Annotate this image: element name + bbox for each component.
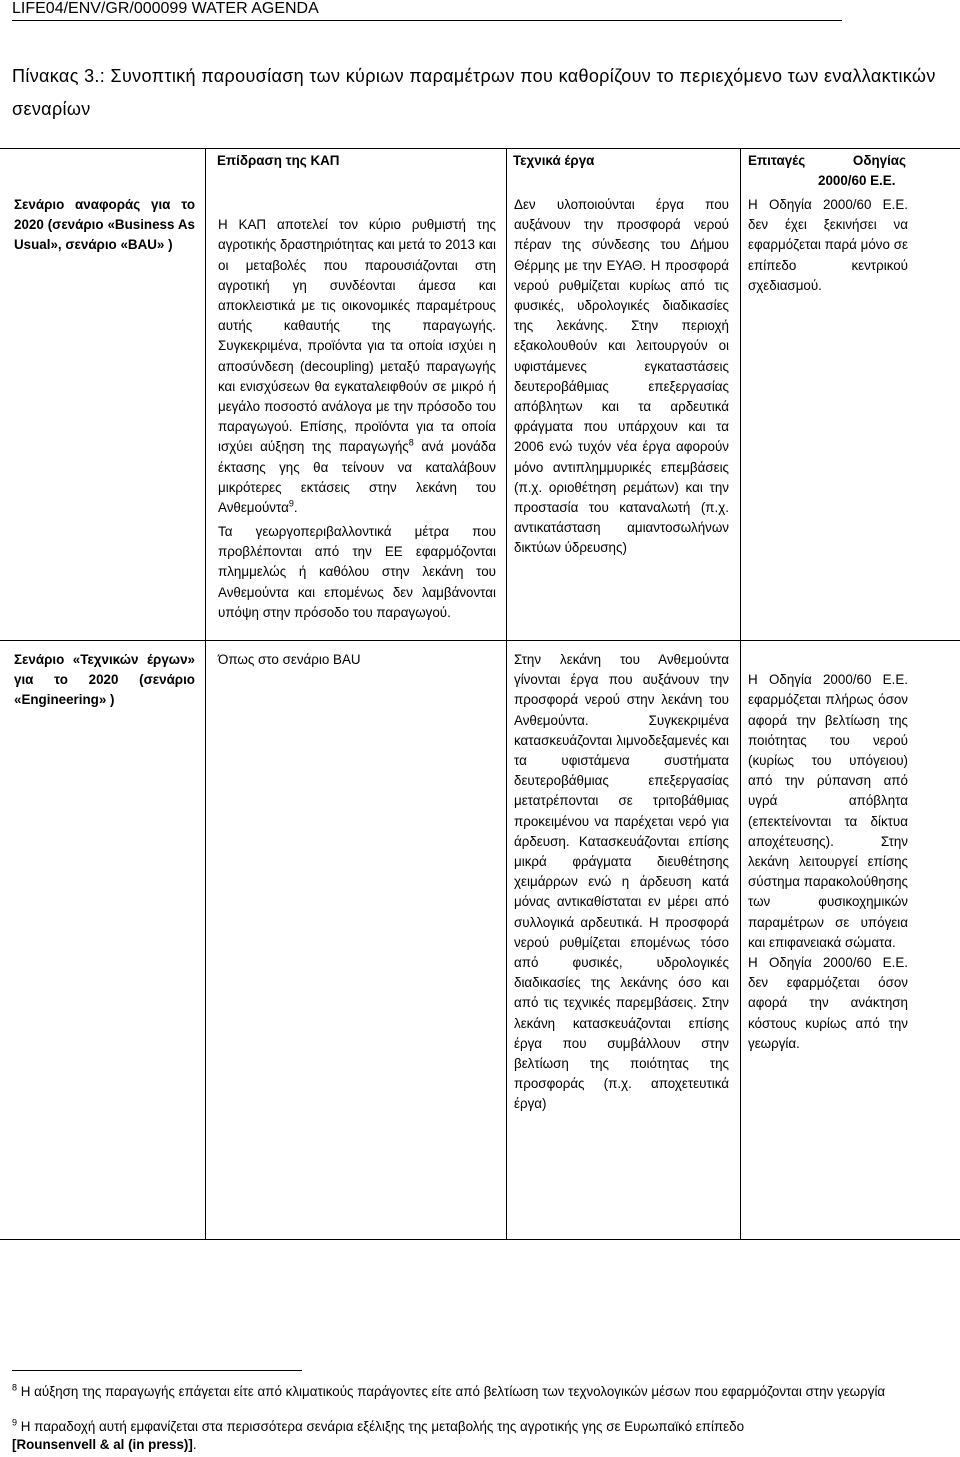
footnote-mark-8: 8 — [12, 1382, 18, 1393]
row1-technical-works: Δεν υλοποιούνται έργα που αυξάνουν την προσφορά νερού πέραν της σύνδεσης του Δήμου Θέρμης με την ΕΥΑΘ. Η προσφορά νερού ρυθμίζεται κυρίως από τις φυσικές, υδρολογικές διαδικασίες της λεκάνης. Στην περιοχή εξακολουθούν και λειτουργούν οι υφιστάμενες εγκαταστάσεις δευτεροβάθμιας επεξεργασίας απόβλητων και τα αρδευτικά φράγματα που υπάρχουν και τα 2006 ενώ τυχόν νέα έργα αφορούν μόνο αντιπλημμυρικές επεμβάσεις (π.χ. οριοθέτηση ρεμάτων) και την προστασία του καταναλωτή (π.χ. αντικατάσταση αμιαντοσωλήνων δικτύων ύδρευσης) — [514, 197, 729, 556]
row2-directives-cost-recovery: Η Οδηγία 2000/60 Ε.Ε. δεν εφαρμόζεται όσον αφορά την ανάκτηση κόστους κυρίως από την γεωργία. — [748, 955, 908, 1051]
row-divider — [0, 640, 205, 641]
row1-directives: Η Οδηγία 2000/60 Ε.Ε. δεν έχει ξεκινήσει να εφαρμόζεται παρά μόνο σε επίπεδο κεντρικού σχεδιασμού. — [748, 197, 908, 293]
table-caption: Πίνακας 3.: Συνοπτική παρουσίαση των κύριων παραμέτρων που καθορίζουν το περιεχόμενο των εναλλακτικών σεναρίων — [12, 66, 936, 119]
footnote-8 — [12, 1383, 957, 1401]
footnote-mark-9: 9 — [12, 1417, 18, 1428]
header-directives — [748, 151, 906, 171]
footnote-9-end: . — [192, 1437, 197, 1452]
row2-directives-quality: Η Οδηγία 2000/60 Ε.Ε. εφαρμόζεται πλήρως όσον αφορά την βελτίωση της ποιότητας του νερού (κυρίως του υπόγειου) από την ρύπανση από υγρά απόβλητα (επεκτείνονται τα δίκτυα αποχέτευσης). Στην λεκάνη λειτουργεί επίσης σύστημα παρακολούθησης των φυσικοχημικών παραμέτρων σε υπόγεια και επιφανειακά σώματα. — [748, 672, 908, 950]
column-divider — [205, 148, 206, 1240]
footnote-ref-9: 9 — [288, 498, 294, 509]
header-directives-number: 2000/60 Ε.Ε. — [818, 173, 896, 188]
column-divider — [506, 148, 507, 1240]
row2-technical-works: Στην λεκάνη του Ανθεμούντα γίνονται έργα που αυξάνουν την προσφορά νερού στην λεκάνη του Ανθεμούντα. Συγκεκριμένα κατασκευάζονται λιμνοδεξαμενές και τα υφιστάμενα συστήματα δευτεροβάθμιας επεξεργασίας μετατρέπονται σε τριτοβάθμιας προκειμένου να παρέχεται νερό για άρδευση. Κατασκευάζονται επίσης μικρά φράγματα διευθέτησης χειμάρρων ενώ η άρδευση κατά μόνας αντικαθίσταται εν μέρει από συλλογικά αρδευτικά. Η προσφορά νερού ρυθμίζεται επομένως τόσο από φυσικές, υδρολογικές διαδικασίες της λεκάνης όσο και από τις τεχνικές παρεμβάσεις. Στην λεκάνη κατασκευάζονται επίσης έργα που συμβάλλουν στην βελτίωση της ποιότητας της προσφοράς (π.χ. αποχετευτικά έργα) — [514, 652, 729, 1112]
row-divider — [0, 148, 205, 149]
footnote-8-text: Η αύξηση της παραγωγής επάγεται είτε από κλιματικούς παράγοντες είτε από βελτίωση των τεχνολογικών μέσων που εφαρμόζονται στην γεωργία — [20, 1384, 886, 1399]
scenarios-table — [0, 148, 960, 1240]
footnote-9 — [12, 1418, 957, 1454]
row1-cap-impact-text-cont: ανά μονάδα έκτασης γης θα τείνουν να καταλάβουν μικρότερες εκτάσεις στην λεκάνη του Ανθεμούντα — [218, 439, 496, 516]
row1-cap-impact-text: Η ΚΑΠ αποτελεί τον κύριο ρυθμιστή της αγροτικής δραστηριότητας και μετά το 2013 και οι μεταβολές που παρουσιάζονται στη αγροτική γη συνδέονται άμεσα και αποκλειστικά με τις οικονομικές παραμέτρους αυτής καθαυτής της παραγωγής. Συγκεκριμένα, προϊόντα για τα οποία ισχύει η αποσύνδεση (decoupling) μεταξύ παραγωγής και ενισχύσεων θα εγκαταλειφθούν σε μικρό ή μεγάλο ποσοστό ανάλογα με την πρόσοδο του παραγωγού. Επίσης, προϊόντα για τα οποία ισχύει αύξηση της παραγωγής — [218, 217, 496, 455]
header-technical-works: Τεχνικά έργα — [513, 153, 595, 168]
row-divider — [0, 1239, 960, 1240]
row1-cap-impact-measures: Τα γεωργοπεριβαλλοντικά μέτρα που προβλέπονται από την ΕΕ εφαρμόζονται πλημμελώς ή καθόλου στην λεκάνη του Ανθεμούντα και επομένως δεν λαμβάνονται υπόψη στην πρόσοδο του παραγωγού. — [218, 524, 496, 620]
row1-scenario: Σενάριο αναφοράς για το 2020 (σενάριο «Business As Usual», σενάριο «BAU» ) — [14, 197, 195, 253]
page-header-text: LIFE04/ENV/GR/000099 WATER AGENDA — [12, 0, 319, 17]
row-divider — [205, 640, 960, 641]
row1-cap-impact-end: . — [293, 500, 298, 516]
row1-cap-impact — [218, 195, 496, 518]
footnote-9-text: Η παραδοχή αυτή εμφανίζεται στα περισσότερα σενάρια εξέλιξης της μεταβολής της αγροτικής γης σε Ευρωπαϊκό επίπεδο — [20, 1419, 745, 1434]
header-cap-impact: Επίδραση της ΚΑΠ — [217, 153, 340, 168]
footnote-9-citation: [Rounsenvell & al (in press)] — [12, 1437, 193, 1452]
footnote-divider — [12, 1370, 302, 1371]
row2-cap-impact: Όπως στο σενάριο BAU — [218, 652, 361, 667]
header-directives-word-1: Επιταγές — [748, 153, 806, 168]
column-divider — [740, 148, 741, 1240]
header-directives-word-2: Οδηγίας — [852, 153, 906, 168]
row-divider — [205, 148, 960, 149]
page-header — [12, 0, 842, 21]
row2-directives — [748, 650, 908, 1074]
footnote-ref-8: 8 — [408, 437, 414, 448]
row2-scenario: Σενάριο «Τεχνικών έργων» για το 2020 (σενάριο «Engineering» ) — [14, 652, 195, 708]
